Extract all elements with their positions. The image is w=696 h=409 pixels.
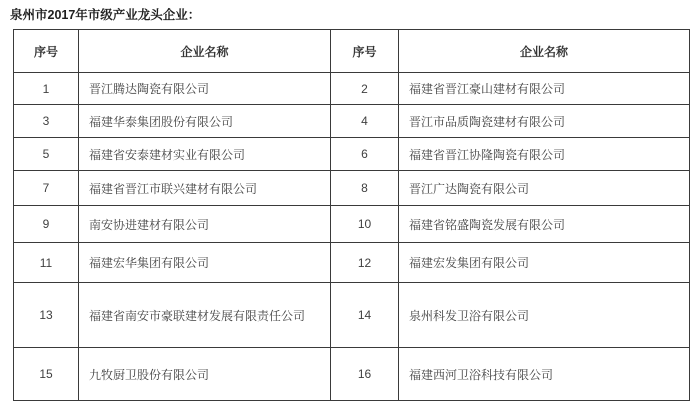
serial-number-cell: 8 xyxy=(331,171,399,206)
column-header-company-right: 企业名称 xyxy=(399,30,690,73)
serial-number-cell: 14 xyxy=(331,283,399,348)
table-header xyxy=(14,30,690,73)
company-name-cell: 福建省晋江市联兴建材有限公司 xyxy=(79,171,331,206)
serial-number-cell: 2 xyxy=(331,73,399,105)
page-title: 泉州市2017年市级产业龙头企业： xyxy=(10,8,201,22)
column-header-serial-right: 序号 xyxy=(331,30,399,73)
company-name-cell: 晋江广达陶瓷有限公司 xyxy=(399,171,690,206)
serial-number-cell: 6 xyxy=(331,138,399,171)
column-header-serial-left: 序号 xyxy=(14,30,79,73)
table-row xyxy=(14,348,690,401)
table-row xyxy=(14,105,690,138)
table-row xyxy=(14,243,690,283)
company-name-cell: 晋江腾达陶瓷有限公司 xyxy=(79,73,331,105)
serial-number-cell: 3 xyxy=(14,105,79,138)
company-name-cell: 福建宏华集团有限公司 xyxy=(79,243,331,283)
company-name-cell: 福建省铭盛陶瓷发展有限公司 xyxy=(399,206,690,243)
table-row xyxy=(14,138,690,171)
serial-number-cell: 1 xyxy=(14,73,79,105)
serial-number-cell: 4 xyxy=(331,105,399,138)
serial-number-cell: 16 xyxy=(331,348,399,401)
serial-number-cell: 13 xyxy=(14,283,79,348)
serial-number-cell: 12 xyxy=(331,243,399,283)
company-name-cell: 福建省安泰建材实业有限公司 xyxy=(79,138,331,171)
column-header-company-left: 企业名称 xyxy=(79,30,331,73)
enterprise-table xyxy=(13,29,690,401)
serial-number-cell: 7 xyxy=(14,171,79,206)
company-name-cell: 福建省晋江豪山建材有限公司 xyxy=(399,73,690,105)
company-name-cell: 南安协进建材有限公司 xyxy=(79,206,331,243)
header-row xyxy=(14,30,690,73)
company-name-cell: 福建西河卫浴科技有限公司 xyxy=(399,348,690,401)
table-body xyxy=(14,73,690,401)
serial-number-cell: 5 xyxy=(14,138,79,171)
company-name-cell: 泉州科发卫浴有限公司 xyxy=(399,283,690,348)
company-name-cell: 福建宏发集团有限公司 xyxy=(399,243,690,283)
serial-number-cell: 10 xyxy=(331,206,399,243)
serial-number-cell: 15 xyxy=(14,348,79,401)
company-name-cell: 福建省晋江协隆陶瓷有限公司 xyxy=(399,138,690,171)
company-name-cell: 福建省南安市豪联建材发展有限责任公司 xyxy=(79,283,331,348)
company-name-cell: 福建华泰集团股份有限公司 xyxy=(79,105,331,138)
table-row xyxy=(14,171,690,206)
table-row xyxy=(14,283,690,348)
table-row xyxy=(14,206,690,243)
serial-number-cell: 11 xyxy=(14,243,79,283)
company-name-cell: 九牧厨卫股份有限公司 xyxy=(79,348,331,401)
company-name-cell: 晋江市品质陶瓷建材有限公司 xyxy=(399,105,690,138)
serial-number-cell: 9 xyxy=(14,206,79,243)
table-row xyxy=(14,73,690,105)
